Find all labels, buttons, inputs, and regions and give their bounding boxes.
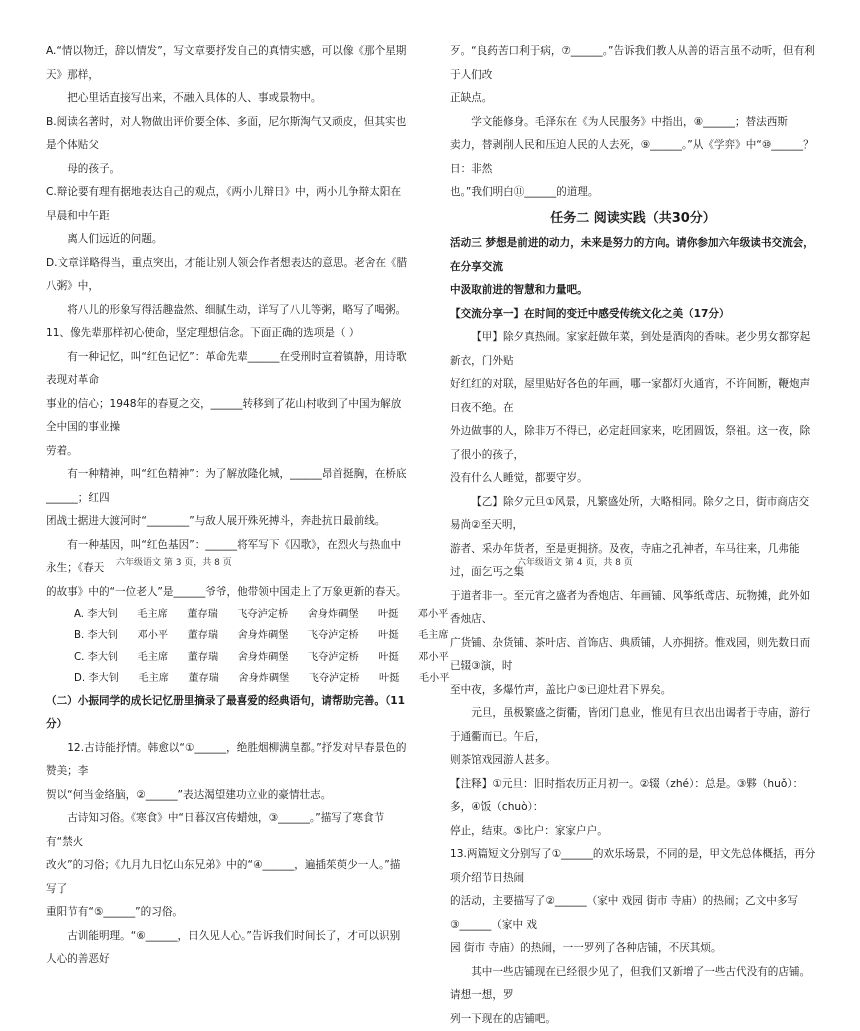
self-cultivation-line1: 学文能修身。毛泽东在《为人民服务》中指出，⑧______；替法西斯 xyxy=(450,111,816,135)
annotation-line2: 停止，结束。⑤比户：家家户户。 xyxy=(450,820,816,844)
q11-gene-line2: 的故事》中的“一位老人”是______爷爷，他带领中国走上了万象更新的春天。 xyxy=(46,581,410,605)
option-c-line1: C.辩论要有理有据地表达自己的观点，《两小儿辩日》中，两小儿争辩太阳在早晨和中午距 xyxy=(46,181,410,228)
passage-jia-line2: 好红红的对联，屋里贴好各色的年画，哪一家都灯火通宵，不许间断，鞭炮声日夜不绝。在 xyxy=(450,373,816,420)
q11-choice-b: B. 李大钊 邓小平 董存瑞 舍身炸碉堡 飞夺泸定桥 叶挺 毛主席 xyxy=(74,625,410,646)
option-a-line2: 把心里话直接写出来，不融入具体的人、事或景物中。 xyxy=(46,87,410,111)
self-cultivation-line3: 也。”我们明白⑪______的道理。 xyxy=(450,181,816,205)
q11-memory-line3: 劳着。 xyxy=(46,440,410,464)
passage-yi-line1: 【乙】除夕元旦①风景，凡繁盛处所，大略相同。除夕之日，街市商店交易尚②至天明， xyxy=(450,491,816,538)
right-page xyxy=(450,40,816,1031)
passage-jia-line1: 【甲】除夕真热闹。家家赶做年菜，到处是酒肉的香味。老少男女都穿起新衣，门外贴 xyxy=(450,326,816,373)
proverb-line1: 歹。“良药苦口利于病，⑦______。”告诉我们教人从善的语言虽不动听，但有利于人们改 xyxy=(450,40,816,87)
page-footer-right: 六年级语文 第 4 页，共 8 页 xyxy=(517,555,633,568)
task-2-title: 任务二 阅读实践（共30分） xyxy=(450,207,816,231)
passage-yi-line3: 于道者非一。至元宵之盛者为香炮店、年画铺、风筝纸鸢店、玩物摊，此外如香烛店、 xyxy=(450,585,816,632)
q11-memory-line1: 有一种记忆，叫“红色记忆”：革命先辈______在受刑时宣着镇静，用诗歌表现对革命 xyxy=(46,346,410,393)
q11-spirit-line1: 有一种精神，叫“红色精神”：为了解放隆化城，______昂首挺胸，在桥底______；红四 xyxy=(46,463,410,510)
q13-line3: 园 街市 寺庙）的热闹，一一罗列了各种店铺，不厌其烦。 xyxy=(450,937,816,961)
annotation-line1: 【注释】①元旦：旧时指农历正月初一。②辍（zhé）：总是。③夥（huǒ）：多，④饭（chuò）： xyxy=(450,773,816,820)
activity-3-line2: 中汲取前进的智慧和力量吧。 xyxy=(450,279,816,303)
option-a-line1: A.“情以物迁，辞以情发”，写文章要抒发自己的真情实感，可以像《那个星期天》那样， xyxy=(46,40,410,87)
passage-yi-line4: 广货铺、杂货铺、茶叶店、首饰店、典质铺，人亦拥挤。惟戏园，则先数日而已辍③演，时 xyxy=(450,632,816,679)
page-footer-left: 六年级语文 第 3 页，共 8 页 xyxy=(116,555,232,568)
self-cultivation-line2: 卖力，替剥削人民和压迫人民的人去死，⑨______。”从《学弈》中“⑩______？日：非然 xyxy=(450,134,816,181)
q13-line1: 13.两篇短文分别写了①______的欢乐场景，不同的是，甲文先总体概括，再分项介绍节日热闹 xyxy=(450,843,816,890)
q12-line4: 改火”的习俗；《九月九日忆山东兄弟》中的“④______，遍插茱萸少一人。”描写了 xyxy=(46,854,410,901)
q13-line5: 列一下现在的店铺吧。 xyxy=(450,1008,816,1031)
proverb-line2: 正缺点。 xyxy=(450,87,816,111)
q11-choice-a: A. 李大钊 毛主席 董存瑞 飞夺泸定桥 舍身炸碉堡 叶挺 邓小平 xyxy=(74,604,410,625)
option-b-line2: 母的孩子。 xyxy=(46,158,410,182)
q11-choice-d: D. 李大钊 毛主席 董存瑞 舍身炸碉堡 飞夺泸定桥 叶挺 毛小平 xyxy=(74,668,410,689)
question-11: 11、像先辈那样初心使命，坚定理想信念。下面正确的选项是（ ） xyxy=(46,322,410,346)
passage-yi-line7: 则茶馆戏园游人甚多。 xyxy=(450,749,816,773)
passage-jia-line3: 外边做事的人，除非万不得已，必定赶回家来，吃团圆饭，祭祖。这一夜，除了很小的孩子， xyxy=(450,420,816,467)
share-1-heading: 【交流分享一】在时间的变迁中感受传统文化之美（17分） xyxy=(450,303,816,327)
q11-gene-line1: 有一种基因，叫“红色基因”：______将军写下《囚歌》，在烈火与热血中永生；《春天 xyxy=(46,534,410,581)
passage-yi-line6: 元旦，虽极繁盛之街衢，皆闭门息业，惟见有旦衣出出谒者于寺庙，游行于通衢而已。午后， xyxy=(450,702,816,749)
q13-line2: 的活动，主要描写了②______（家中 戏园 街市 寺庙）的热闹；乙文中多写③______（家中 戏 xyxy=(450,890,816,937)
q12-line5: 重阳节有“⑤______”的习俗。 xyxy=(46,901,410,925)
option-d-line2: 将八儿的形象写得活趣盎然、细腻生动，详写了八儿等粥，略写了喝粥。 xyxy=(46,299,410,323)
q11-spirit-line2: 团战士据进大渡河时“________”与敌人展开殊死搏斗，奔赴抗日最前线。 xyxy=(46,510,410,534)
passage-yi-line5: 至中夜，多爆竹声，盖比户⑤已迎灶君下界矣。 xyxy=(450,679,816,703)
q12-line3: 古诗知习俗。《寒食》中“日暮汉宫传蜡烛，③______。”描写了寒食节有“禁火 xyxy=(46,807,410,854)
passage-yi-line2: 游者、采办年货者，至是更拥挤。及夜，寺庙之孔神者，车马往来，几弗能过，面乞丐之集 xyxy=(450,538,816,585)
section-2-heading: （二）小振同学的成长记忆册里摘录了最喜爱的经典语句，请帮助完善。（11分） xyxy=(46,690,410,737)
q12-line2: 贺以“何当金络脑，②______”表达渴望建功立业的豪情壮志。 xyxy=(46,784,410,808)
left-page xyxy=(46,40,410,972)
option-c-line2: 离人们远近的问题。 xyxy=(46,228,410,252)
passage-jia-line4: 没有什么人睡觉，都要守岁。 xyxy=(450,467,816,491)
q11-memory-line2: 事业的信心；1948年的春夏之交，______转移到了花山村收到了中国为解放全中国的事业操 xyxy=(46,393,410,440)
q12-line6: 古训能明理。“⑥______，日久见人心。”告诉我们时间长了，才可以识别人心的善恶好 xyxy=(46,925,410,972)
option-b-line1: B.阅读名著时，对人物做出评价要全体、多面，尼尔斯淘气又顽皮，但其实也是个体贴父 xyxy=(46,111,410,158)
activity-3-line1: 活动三 梦想是前进的动力，未来是努力的方向。请你参加六年级读书交流会，在分享交流 xyxy=(450,232,816,279)
q11-choice-c: C. 李大钊 毛主席 董存瑞 舍身炸碉堡 飞夺泸定桥 叶挺 邓小平 xyxy=(74,647,410,668)
q12-line1: 12.古诗能抒情。韩愈以“①______，绝胜烟柳满皇都。”抒发对早春景色的赞美；李 xyxy=(46,737,410,784)
option-d-line1: D.文章详略得当，重点突出，才能让别人领会作者想表达的意思。老舍在《腊八粥》中， xyxy=(46,252,410,299)
q13-line4: 其中一些店铺现在已经很少见了，但我们又新增了一些古代没有的店铺。请想一想，罗 xyxy=(450,961,816,1008)
